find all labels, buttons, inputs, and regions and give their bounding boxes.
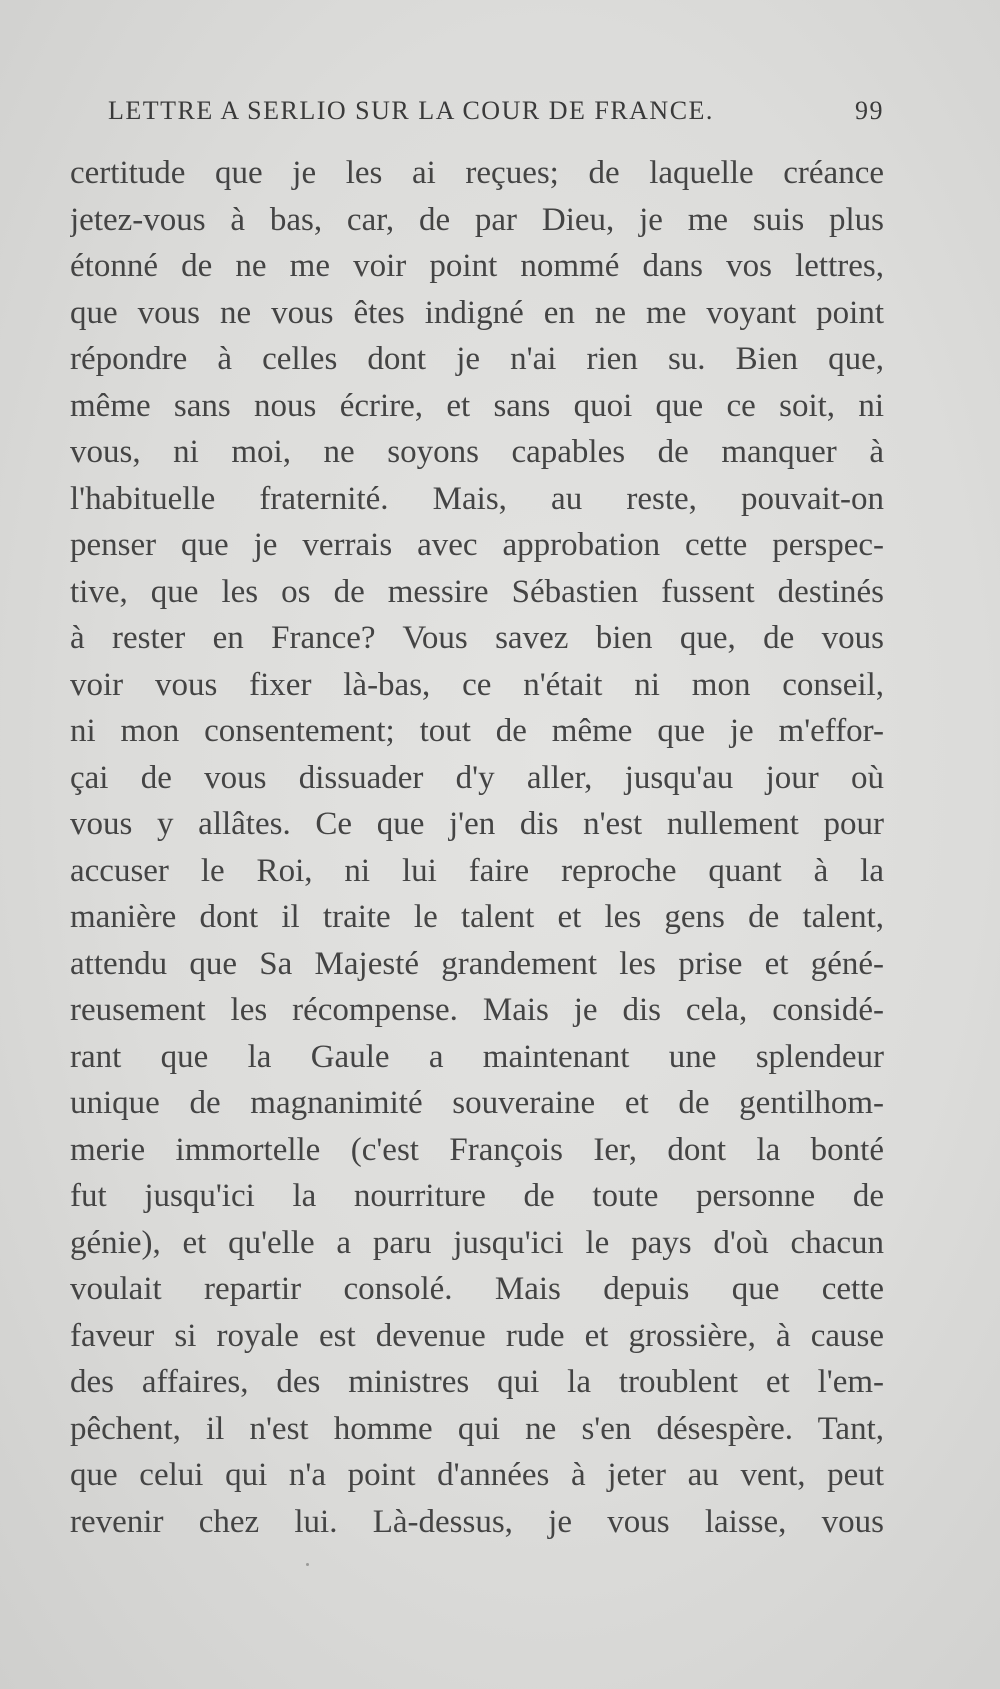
text-line: des affaires, des ministres qui la troublent et l'em-: [70, 1364, 884, 1400]
text-line: manière dont il traite le talent et les gens de talent,: [70, 899, 884, 935]
text-line: répondre à celles dont je n'ai rien su. Bien que,: [70, 341, 884, 377]
text-line: unique de magnanimité souveraine et de gentilhom-: [70, 1085, 884, 1121]
text-line: revenir chez lui. Là-dessus, je vous laisse, vous: [70, 1503, 884, 1540]
text-line: même sans nous écrire, et sans quoi que ce soit, ni: [70, 387, 884, 424]
text-line: tive, que les os de messire Sébastien fussent destinés: [70, 573, 884, 610]
body-text: [70, 150, 884, 1545]
text-line: ni mon consentement; tout de même que je m'effor-: [70, 713, 884, 749]
text-line: voulait repartir consolé. Mais depuis que cette: [70, 1271, 884, 1307]
text-line: faveur si royale est devenue rude et grossière, à cause: [70, 1317, 884, 1354]
text-line: génie), et qu'elle a paru jusqu'ici le pays d'où chacun: [70, 1224, 884, 1261]
text-line: rant que la Gaule a maintenant une splendeur: [70, 1038, 884, 1075]
text-line: l'habituelle fraternité. Mais, au reste, pouvait-on: [70, 480, 884, 517]
text-line: certitude que je les ai reçues; de laquelle créance: [70, 155, 884, 191]
text-line: que vous ne vous êtes indigné en ne me voyant point: [70, 294, 884, 331]
text-line: étonné de ne me voir point nommé dans vos lettres,: [70, 248, 884, 284]
running-head: [108, 96, 884, 126]
text-line: pêchent, il n'est homme qui ne s'en désespère. Tant,: [70, 1410, 884, 1447]
text-line: accuser le Roi, ni lui faire reproche quant à la: [70, 852, 884, 889]
paper-speck: [306, 1563, 309, 1566]
text-line: penser que je verrais avec approbation cette perspec-: [70, 527, 884, 563]
text-line: à rester en France? Vous savez bien que, de vous: [70, 620, 884, 656]
text-line: çai de vous dissuader d'y aller, jusqu'au jour où: [70, 759, 884, 796]
text-line: reusement les récompense. Mais je dis cela, considé-: [70, 992, 884, 1028]
page-number: 99: [855, 96, 884, 125]
text-line: vous, ni moi, ne soyons capables de manquer à: [70, 434, 884, 470]
text-line: merie immortelle (c'est François Ier, dont la bonté: [70, 1131, 884, 1168]
text-line: attendu que Sa Majesté grandement les prise et géné-: [70, 945, 884, 982]
text-line: fut jusqu'ici la nourriture de toute personne de: [70, 1178, 884, 1214]
text-line: jetez-vous à bas, car, de par Dieu, je me suis plus: [70, 201, 884, 238]
text-line: vous y allâtes. Ce que j'en dis n'est nullement pour: [70, 806, 884, 842]
text-line: que celui qui n'a point d'années à jeter au vent, peut: [70, 1457, 884, 1493]
running-title: LETTRE A SERLIO SUR LA COUR DE FRANCE.: [108, 96, 714, 125]
text-line: voir vous fixer là-bas, ce n'était ni mon conseil,: [70, 666, 884, 703]
